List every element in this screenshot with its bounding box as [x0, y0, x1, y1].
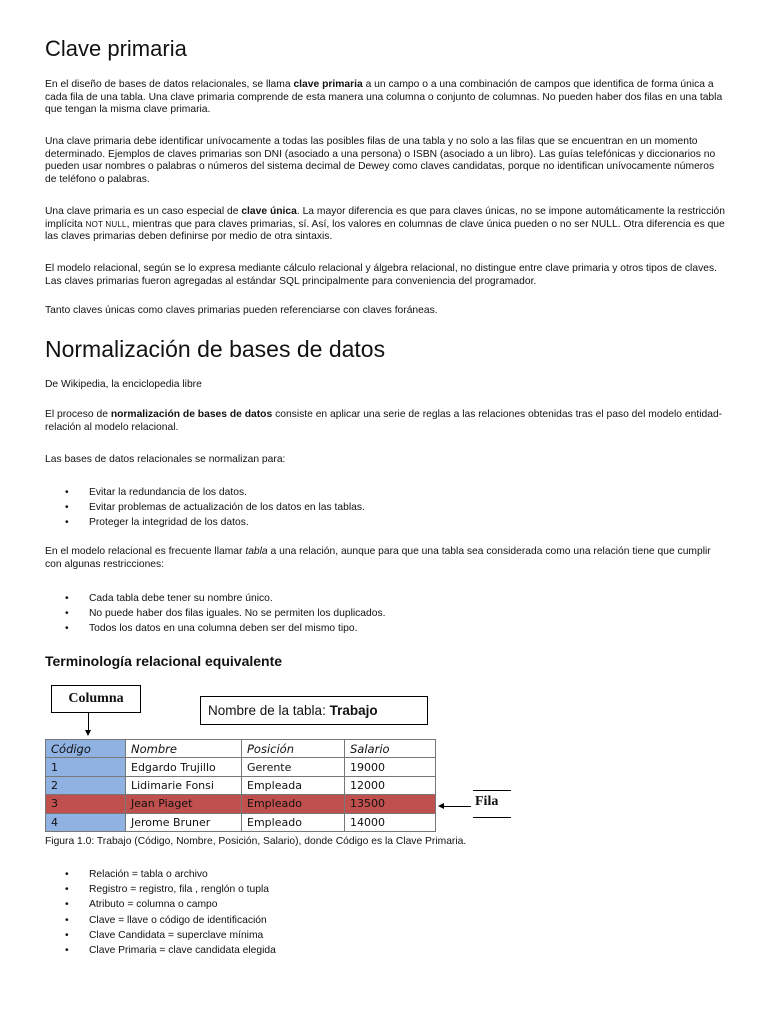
code-term: NOT NULL — [85, 219, 127, 229]
table-row-highlighted — [46, 795, 436, 813]
cell-codigo: 1 — [46, 758, 126, 776]
text: Una clave primaria es un caso especial de — [45, 206, 242, 217]
cell-posicion: Empleada — [242, 776, 345, 794]
heading-normalizacion: Normalización de bases de datos — [45, 336, 386, 362]
list-item: • Clave Candidata = superclave mínima — [45, 928, 725, 943]
text: En el diseño de bases de datos relacionales, se llama — [45, 79, 294, 90]
table-name-prefix: Nombre de la tabla: — [208, 703, 330, 718]
heading-clave-primaria: Clave primaria — [45, 36, 187, 61]
table-name: Trabajo — [329, 703, 378, 718]
header-nombre: Nombre — [126, 740, 242, 758]
paragraph-relational-model: El modelo relacional, según se lo expresa mediante cálculo relacional y álgebra relacional, no distingue entre clave primaria y otros tipos de claves. Las claves primarias fueron agregadas al estándar SQL principalmente para conveniencia del programador. — [45, 263, 717, 287]
paragraph-identification: Una clave primaria debe identificar unívocamente a todas las posibles filas de una tabla y no solo a las filas que se encuentran en un momento determinado. Ejemplos de claves primarias son DNI (asociado a una persona) o ISBN (asociado a un libro). Las guías telefónicas y diccionarios no pueden usar nombres o palabras o números del sistema decimal de Dewey como claves candidatas, porque no identifican unívocamente números de teléfono o palabras. — [45, 136, 716, 185]
cell-salario: 13500 — [345, 795, 436, 813]
text: El proceso de — [45, 409, 111, 420]
down-arrow-icon — [88, 713, 89, 731]
text: En el modelo relacional es frecuente llamar — [45, 546, 246, 557]
cell-nombre: Lidimarie Fonsi — [126, 776, 242, 794]
cell-posicion: Gerente — [242, 758, 345, 776]
list-item: • Clave = llave o código de identificación — [45, 913, 725, 928]
source-line: De Wikipedia, la enciclopedia libre — [45, 379, 202, 390]
cell-nombre: Edgardo Trujillo — [126, 758, 242, 776]
text: a una relación, aunque para que una tabla sea considerada como una relación tiene que cumplir con algunas restricciones: — [45, 546, 711, 570]
list-item: • Clave Primaria = clave candidata elegida — [45, 943, 725, 958]
header-posicion: Posición — [242, 740, 345, 758]
cell-salario: 12000 — [345, 776, 436, 794]
list-item: • Registro = registro, fila , renglón o tupla — [45, 882, 725, 897]
list-item: • Relación = tabla o archivo — [45, 867, 725, 882]
heading-terminologia: Terminología relacional equivalente — [45, 653, 283, 669]
header-codigo: Código — [46, 740, 126, 758]
list-item: • No puede haber dos filas iguales. No se permiten los duplicados. — [45, 606, 725, 621]
paragraph-table-definition — [45, 546, 725, 571]
list-item: • Evitar problemas de actualización de los datos en las tablas. — [45, 500, 725, 515]
cell-nombre: Jerome Bruner — [126, 813, 242, 831]
paragraph-normalization — [45, 409, 725, 434]
bold-term: clave primaria — [293, 79, 363, 90]
text: consiste en aplicar una serie de reglas a las relaciones obtenidas tras el paso del modelo entidad-relación al modelo relacional. — [45, 409, 723, 433]
table-row — [46, 813, 436, 831]
bold-term: normalización de bases de datos — [110, 409, 273, 420]
restrictions-list — [45, 591, 725, 637]
list-item: • Cada tabla debe tener su nombre único. — [45, 591, 725, 606]
text: , mientras que para claves primarias, sí. Así, los valores en columnas de clave única pueden o no ser NULL. Otra diferencia es que las claves primarias deben definirse por medio de otra sintaxis. — [45, 218, 725, 243]
list-item: • Todos los datos en una columna deben ser del mismo tipo. — [45, 621, 725, 636]
relation-diagram — [45, 685, 505, 835]
table-header-row — [46, 740, 436, 758]
cell-codigo: 3 — [46, 795, 126, 813]
list-item: • Atributo = columna o campo — [45, 897, 725, 912]
table-row — [46, 776, 436, 794]
paragraph-foreign-keys: Tanto claves únicas como claves primarias pueden referenciarse con claves foráneas. — [45, 305, 438, 316]
cell-codigo: 4 — [46, 813, 126, 831]
cell-posicion: Empleado — [242, 813, 345, 831]
terminology-list — [45, 867, 725, 958]
left-arrow-icon — [443, 806, 471, 807]
table-name-box — [200, 696, 428, 725]
cell-nombre: Jean Piaget — [126, 795, 242, 813]
bold-term: clave única — [241, 206, 297, 217]
cell-salario: 19000 — [345, 758, 436, 776]
cell-codigo: 2 — [46, 776, 126, 794]
text: . La mayor diferencia es que para claves únicas, no se impone automáticamente la restricción implícita — [45, 206, 725, 230]
list-item: • Evitar la redundancia de los datos. — [45, 485, 725, 500]
example-table — [45, 739, 436, 832]
cell-salario: 14000 — [345, 813, 436, 831]
figure-caption: Figura 1.0: Trabajo (Código, Nombre, Posición, Salario), donde Código es la Clave Primaria. — [45, 836, 467, 847]
italic-term: tabla — [245, 546, 268, 557]
header-salario: Salario — [345, 740, 436, 758]
column-label-box: Columna — [51, 685, 141, 713]
table-row — [46, 758, 436, 776]
purpose-list — [45, 485, 725, 531]
list-item: • Proteger la integridad de los datos. — [45, 515, 725, 530]
paragraph-purpose: Las bases de datos relacionales se normalizan para: — [45, 454, 286, 465]
text: a un campo o a una combinación de campos que identifica de forma única a cada fila de una tabla. Una clave primaria comprende de esta manera una columna o conjunto de columnas. No pueden haber dos filas en una tabla que tengan la misma clave primaria. — [45, 79, 723, 116]
cell-posicion: Empleado — [242, 795, 345, 813]
paragraph-unique-key — [45, 206, 725, 244]
paragraph-definition — [45, 79, 725, 117]
row-label: Fila — [475, 794, 499, 809]
